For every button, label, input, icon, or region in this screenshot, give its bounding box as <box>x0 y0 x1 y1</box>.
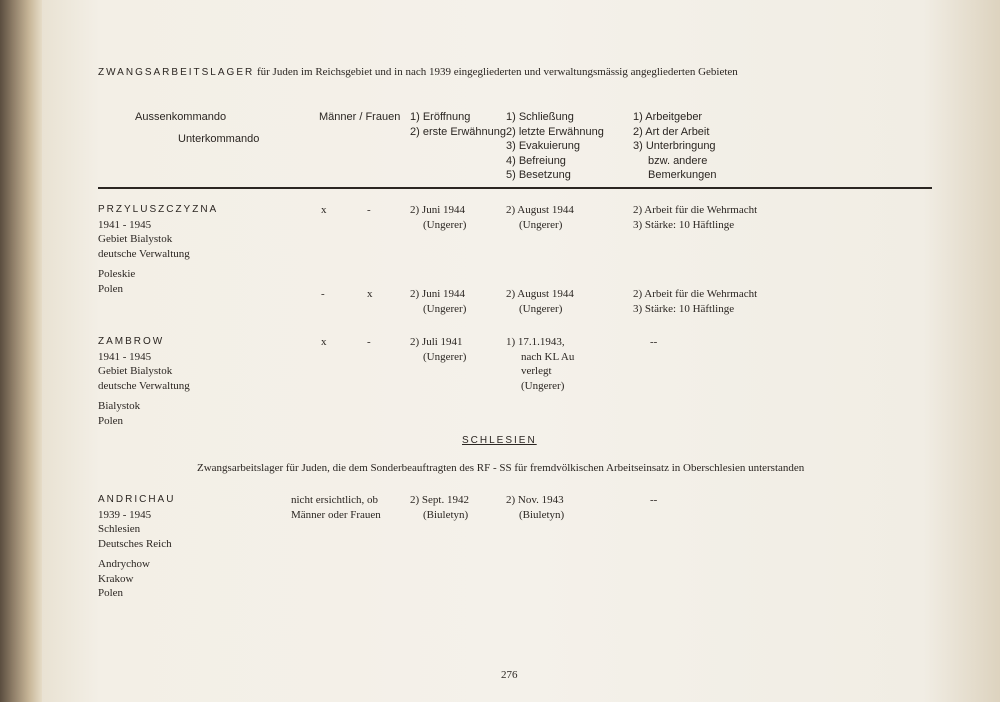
header-col3 <box>633 110 717 183</box>
header-col2-line: 1) Schließung <box>506 111 574 123</box>
header-unterkommando: Unterkommando <box>178 133 260 145</box>
page-title <box>98 65 738 81</box>
header-col1-line: 1) Eröffnung <box>410 111 471 123</box>
header-col3-line: 3) Unterbringung <box>633 140 716 152</box>
mf-line: Männer oder Frauen <box>291 508 381 521</box>
page-number: 276 <box>501 669 518 681</box>
entry-name: PRZYLUSZCZYZNA <box>98 204 219 215</box>
entry-admin: deutsche Verwaltung <box>98 247 190 260</box>
entry-zambrow-f: - <box>367 336 371 348</box>
header-col2-line: 5) Besetzung <box>506 169 571 181</box>
entry-przy2-open <box>410 287 466 316</box>
close-source: (Biuletyn) <box>519 508 565 521</box>
entry-przy-close <box>506 203 574 232</box>
open-source: (Ungerer) <box>423 350 467 363</box>
close-source: (Ungerer) <box>519 218 563 231</box>
header-col1 <box>410 110 506 139</box>
entry-zambrow-open <box>410 335 466 364</box>
close-line: verlegt <box>521 365 552 377</box>
remark-line: 3) Stärke: 10 Häftlinge <box>633 302 735 315</box>
header-col2-line: 2) letzte Erwähnung <box>506 125 604 138</box>
entry-andrichau-remarks: -- <box>650 494 658 506</box>
entry-today: Polen <box>98 414 124 427</box>
open-line: 2) Juni 1944 <box>410 288 465 300</box>
entry-area: Gebiet Bialystok <box>98 233 173 245</box>
entry-area: Gebiet Bialystok <box>98 365 173 377</box>
header-col3-line: 1) Arbeitgeber <box>633 111 703 123</box>
entry-przy-location <box>98 203 218 296</box>
header-col3-line: Bemerkungen <box>648 169 717 181</box>
entry-zambrow-close <box>506 335 574 393</box>
entry-today: Bialystok <box>98 400 141 412</box>
remark-line: 3) Stärke: 10 Häftlinge <box>633 218 735 231</box>
entry-andrichau-location <box>98 493 175 601</box>
header-col2-line: 3) Evakuierung <box>506 140 580 152</box>
header-aussenkommando: Aussenkommando <box>135 111 227 123</box>
header-col3-line: bzw. andere <box>648 154 708 167</box>
close-line: nach KL Au <box>521 350 575 363</box>
header-col1-line: 2) erste Erwähnung <box>410 125 506 138</box>
close-line: 2) August 1944 <box>506 288 574 300</box>
header-maenner-frauen: Männer / Frauen <box>319 111 401 123</box>
header-col2 <box>506 110 604 183</box>
header-col2-line: 4) Befreiung <box>506 154 566 167</box>
entry-zambrow-remarks: -- <box>650 336 658 348</box>
entry-today: Krakow <box>98 572 134 585</box>
entry-zambrow-location <box>98 335 190 428</box>
entry-przy-open <box>410 203 466 232</box>
entry-zambrow-m: x <box>321 336 327 348</box>
entry-admin: deutsche Verwaltung <box>98 379 190 392</box>
close-line: 1) 17.1.1943, <box>506 336 565 348</box>
entry-years: 1941 - 1945 <box>98 350 152 363</box>
open-line: 2) Juni 1944 <box>410 204 465 216</box>
section-subtitle: Zwangsarbeitslager für Juden, die dem Sonderbeauftragten des RF - SS für fremdvölkischen Arbeitseinsatz in Oberschlesien unterstanden <box>197 462 805 474</box>
entry-admin: Deutsches Reich <box>98 537 172 550</box>
close-source: (Ungerer) <box>521 379 565 392</box>
remark-line: 2) Arbeit für die Wehrmacht <box>633 204 758 216</box>
entry-przy-remarks <box>633 203 757 232</box>
header-col3-line: 2) Art der Arbeit <box>633 125 710 138</box>
entry-today: Polen <box>98 587 124 599</box>
entry-andrichau-open <box>410 493 469 522</box>
entry-years: 1941 - 1945 <box>98 218 152 231</box>
entry-przy2-m: - <box>321 288 325 300</box>
entry-przy-m: x <box>321 204 327 216</box>
entry-name: ZAMBROW <box>98 336 165 347</box>
entry-przy2-f: x <box>367 288 373 300</box>
section-title: SCHLESIEN <box>462 435 537 446</box>
entry-years: 1939 - 1945 <box>98 508 152 521</box>
open-line: 2) Sept. 1942 <box>410 494 469 506</box>
close-line: 2) Nov. 1943 <box>506 494 564 506</box>
entry-area: Schlesien <box>98 523 141 535</box>
entry-today: Andrychow <box>98 558 150 570</box>
title-rest: für Juden im Reichsgebiet und in nach 1939 eingegliederten und verwaltungsmässig angegliederten Gebieten <box>256 66 738 78</box>
entry-andrichau-close <box>506 493 564 522</box>
entry-przy2-remarks <box>633 287 757 316</box>
title-spaced: ZWANGSARBEITSLAGER <box>98 67 255 78</box>
book-edge <box>0 0 42 702</box>
entry-przy2-close <box>506 287 574 316</box>
entry-today: Polen <box>98 282 124 295</box>
header-rule <box>98 187 932 189</box>
open-source: (Biuletyn) <box>423 508 469 521</box>
open-source: (Ungerer) <box>423 218 467 231</box>
entry-today: Poleskie <box>98 268 136 280</box>
open-source: (Ungerer) <box>423 302 467 315</box>
close-source: (Ungerer) <box>519 302 563 315</box>
entry-name: ANDRICHAU <box>98 494 176 505</box>
entry-przy-f: - <box>367 204 371 216</box>
mf-line: nicht ersichtlich, ob <box>291 494 379 506</box>
close-line: 2) August 1944 <box>506 204 574 216</box>
entry-andrichau-mf <box>291 493 381 522</box>
remark-line: 2) Arbeit für die Wehrmacht <box>633 288 758 300</box>
open-line: 2) Juli 1941 <box>410 336 463 348</box>
